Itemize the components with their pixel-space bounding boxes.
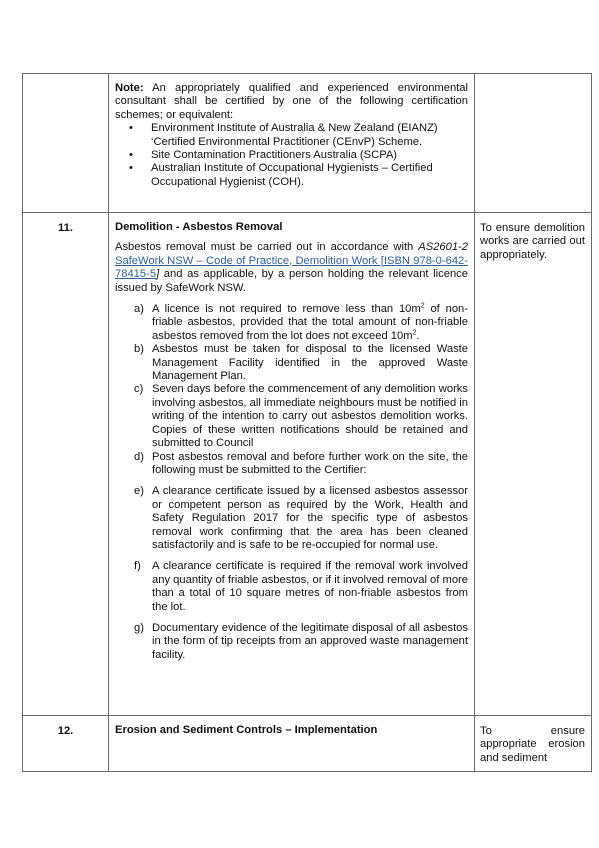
list-item xyxy=(134,450,468,478)
table-row xyxy=(23,213,592,716)
requirements-list xyxy=(115,303,468,662)
item-label: f) xyxy=(134,560,141,573)
item-text: Seven days before the commencement of any demolition works involving asbestos, all immediate neighbours must be notified in writing of the intention to carry out asbestos demolition works. Copies of these written notifications should be retained and submitted to Council xyxy=(152,383,468,450)
condition-cell xyxy=(109,213,475,716)
item-text: A clearance certificate is required if the removal work involved any quantity of friable asbestos, or if it involved removal of more than a total of 10 square metres of non-friable asbestos from the lot. xyxy=(152,560,468,613)
intro-paragraph xyxy=(115,241,468,295)
list-item xyxy=(134,485,468,552)
superscript: 2 xyxy=(420,302,425,310)
item-label: g) xyxy=(134,621,144,634)
number-cell xyxy=(23,74,109,213)
item-label: d) xyxy=(134,450,144,463)
table-row xyxy=(23,74,592,213)
item-label: e) xyxy=(134,485,144,498)
intro-text-end: and as applicable, by a person holding the relevant licence issued by SafeWork NSW. xyxy=(115,268,468,294)
condition-heading: Demolition - Asbestos Removal xyxy=(115,221,283,233)
list-item: • Australian Institute of Occupational Hygienists – Certified Occupational Hygienist (COH). xyxy=(151,162,468,189)
purpose-cell xyxy=(475,74,592,213)
condition-cell xyxy=(109,74,475,213)
item-label: a) xyxy=(134,303,144,316)
list-item xyxy=(134,343,468,383)
code-of-practice-link[interactable]: SafeWork NSW – Code of Practice, Demolition Work [ISBN 978-0-642-78415-5 xyxy=(115,254,468,281)
note-text: An appropriately qualified and experienced environmental consultant shall be certified by one of the following certification schemes; or equivalent: xyxy=(115,82,468,121)
list-item xyxy=(134,302,468,343)
item-text: Documentary evidence of the legitimate disposal of all asbestos in the form of tip receipts from an approved waste management facility. xyxy=(152,621,468,661)
bracket-text: ] xyxy=(156,268,160,281)
superscript: 2 xyxy=(412,329,417,337)
list-item xyxy=(134,560,468,614)
certification-list xyxy=(115,122,468,189)
intro-text: Asbestos removal must be carried out in accordance with xyxy=(115,241,419,254)
condition-number: 11. xyxy=(23,213,109,716)
item-label: b) xyxy=(134,343,144,356)
item-label: c) xyxy=(134,383,144,396)
note-paragraph xyxy=(115,82,468,122)
table-row xyxy=(23,716,592,772)
item-text: A licence is not required to remove less than 10m xyxy=(152,303,421,316)
condition-heading: Erosion and Sediment Controls – Implementation xyxy=(115,724,378,736)
purpose-cell: To ensure appropriate erosion and sediment xyxy=(475,716,592,772)
list-item xyxy=(134,621,468,662)
item-text: Asbestos must be taken for disposal to the licensed Waste Management Facility identified in the approved Waste Management Plan. xyxy=(152,343,468,383)
condition-number: 12. xyxy=(23,716,109,772)
purpose-cell: To ensure demolition works are carried out appropriately. xyxy=(475,213,592,716)
item-text: of non-friable asbestos, provided that the total amount of non-friable asbestos removed from the lot does not exceed 10m xyxy=(152,303,468,342)
item-text: Post asbestos removal and before further work on the site, the following must be submitted to the Certifier: xyxy=(152,450,468,476)
condition-cell xyxy=(109,716,475,772)
item-text: . xyxy=(416,329,420,342)
list-item: • Site Contamination Practitioners Australia (SCPA) xyxy=(151,149,468,162)
item-text: A clearance certificate issued by a licensed asbestos assessor or competent person as required by the Work, Health and Safety Regulation 2017 for the specific type of asbestos removal work confirming that the area has been cleaned satisfactorily and is safe to be re-occupied for normal use. xyxy=(152,485,468,551)
standard-reference: AS2601-2 xyxy=(418,241,468,254)
list-item: • Environment Institute of Australia & New Zealand (EIANZ) ‘Certified Environmental Practitioner (CEnvP) Scheme. xyxy=(151,122,468,149)
list-item xyxy=(134,383,468,450)
conditions-table xyxy=(22,73,592,772)
note-label: Note: xyxy=(115,82,144,94)
